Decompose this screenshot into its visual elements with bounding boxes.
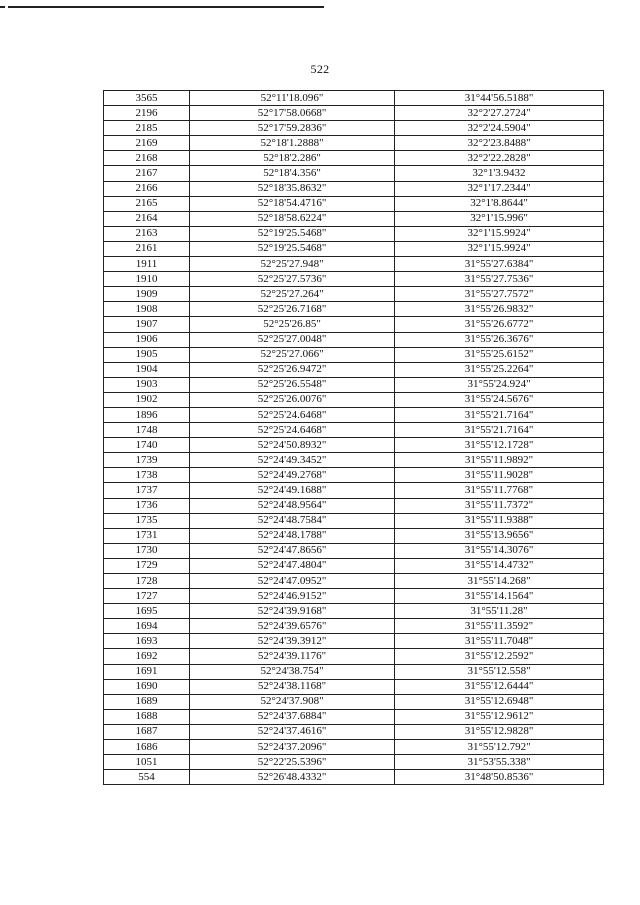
longitude-cell: 31°55'24.5676" [395,392,604,407]
header-rule-mark [0,6,5,8]
table-row [104,709,604,724]
table-row [104,438,604,453]
table-row [104,468,604,483]
point-number-cell: 1904 [104,362,190,377]
latitude-cell: 52°25'26.85" [190,317,395,332]
point-number-cell: 1695 [104,604,190,619]
latitude-cell: 52°25'27.066" [190,347,395,362]
latitude-cell: 52°24'37.6884" [190,709,395,724]
latitude-cell: 52°17'58.0668" [190,106,395,121]
latitude-cell: 52°25'26.0076" [190,392,395,407]
longitude-cell: 31°55'21.7164" [395,423,604,438]
longitude-cell: 32°2'23.8488" [395,136,604,151]
table-row [104,392,604,407]
longitude-cell: 31°55'12.6948" [395,694,604,709]
longitude-cell: 31°55'12.6444" [395,679,604,694]
longitude-cell: 31°55'12.2592" [395,649,604,664]
point-number-cell: 1727 [104,589,190,604]
longitude-cell: 31°55'26.6772" [395,317,604,332]
table-row [104,257,604,272]
longitude-cell: 32°2'24.5904" [395,121,604,136]
longitude-cell: 32°1'15.9924" [395,226,604,241]
point-number-cell: 1694 [104,619,190,634]
latitude-cell: 52°18'1.2888" [190,136,395,151]
longitude-cell: 31°55'13.9656" [395,528,604,543]
longitude-cell: 31°55'25.2264" [395,362,604,377]
point-number-cell: 1748 [104,423,190,438]
longitude-cell: 32°1'15.996" [395,211,604,226]
latitude-cell: 52°24'49.1688" [190,483,395,498]
table-row [104,453,604,468]
table-row [104,196,604,211]
latitude-cell: 52°24'39.1176" [190,649,395,664]
point-number-cell: 1736 [104,498,190,513]
table-row [104,377,604,392]
point-number-cell: 2185 [104,121,190,136]
point-number-cell: 2165 [104,196,190,211]
page-number: 522 [310,62,330,76]
point-number-cell: 1691 [104,664,190,679]
point-number-cell: 1689 [104,694,190,709]
point-number-cell: 2196 [104,106,190,121]
latitude-cell: 52°25'27.0048" [190,332,395,347]
point-number-cell: 554 [104,770,190,785]
longitude-cell: 31°55'11.9388" [395,513,604,528]
table-row [104,574,604,589]
table-row [104,543,604,558]
table-row [104,528,604,543]
point-number-cell: 1688 [104,709,190,724]
table-row [104,106,604,121]
table-row [104,740,604,755]
latitude-cell: 52°19'25.5468" [190,241,395,256]
table-row [104,362,604,377]
point-number-cell: 1730 [104,543,190,558]
point-number-cell: 1896 [104,407,190,422]
point-number-cell: 1693 [104,634,190,649]
table-row [104,166,604,181]
longitude-cell: 31°53'55.338" [395,755,604,770]
point-number-cell: 2169 [104,136,190,151]
latitude-cell: 52°18'4.356" [190,166,395,181]
longitude-cell: 32°1'3.9432 [395,166,604,181]
longitude-cell: 32°2'22.2828" [395,151,604,166]
longitude-cell: 31°55'25.6152" [395,347,604,362]
table-row [104,694,604,709]
point-number-cell: 1906 [104,332,190,347]
latitude-cell: 52°25'24.6468" [190,407,395,422]
table-row [104,604,604,619]
table-row [104,558,604,573]
latitude-cell: 52°24'48.7584" [190,513,395,528]
longitude-cell: 31°55'12.1728" [395,438,604,453]
longitude-cell: 32°1'17.2344" [395,181,604,196]
longitude-cell: 31°55'12.792" [395,740,604,755]
latitude-cell: 52°25'27.264" [190,287,395,302]
point-number-cell: 1687 [104,724,190,739]
latitude-cell: 52°24'47.0952" [190,574,395,589]
table-row [104,91,604,106]
longitude-cell: 31°55'11.7372" [395,498,604,513]
point-number-cell: 2161 [104,241,190,256]
longitude-cell: 31°55'12.9612" [395,709,604,724]
table-row [104,287,604,302]
point-number-cell: 2166 [104,181,190,196]
point-number-cell: 3565 [104,91,190,106]
table-row [104,513,604,528]
point-number-cell: 1690 [104,679,190,694]
latitude-cell: 52°19'25.5468" [190,226,395,241]
latitude-cell: 52°24'37.908" [190,694,395,709]
point-number-cell: 1692 [104,649,190,664]
longitude-cell: 31°55'14.1564" [395,589,604,604]
point-number-cell: 1902 [104,392,190,407]
longitude-cell: 31°55'27.7536" [395,272,604,287]
coordinates-table-body [104,91,604,785]
coordinates-table [103,90,604,785]
table-row [104,317,604,332]
latitude-cell: 52°25'24.6468" [190,423,395,438]
latitude-cell: 52°24'47.8656" [190,543,395,558]
point-number-cell: 1740 [104,438,190,453]
longitude-cell: 31°55'14.4732" [395,558,604,573]
latitude-cell: 52°24'37.4616" [190,724,395,739]
point-number-cell: 2164 [104,211,190,226]
latitude-cell: 52°24'38.1168" [190,679,395,694]
table-row [104,211,604,226]
point-number-cell: 1729 [104,558,190,573]
longitude-cell: 32°2'27.2724" [395,106,604,121]
latitude-cell: 52°26'48.4332" [190,770,395,785]
longitude-cell: 31°48'50.8536" [395,770,604,785]
latitude-cell: 52°24'47.4804" [190,558,395,573]
latitude-cell: 52°18'2.286" [190,151,395,166]
point-number-cell: 1738 [104,468,190,483]
latitude-cell: 52°25'26.9472" [190,362,395,377]
table-row [104,483,604,498]
point-number-cell: 1051 [104,755,190,770]
latitude-cell: 52°25'27.5736" [190,272,395,287]
latitude-cell: 52°24'46.9152" [190,589,395,604]
point-number-cell: 1731 [104,528,190,543]
table-row [104,664,604,679]
table-row [104,302,604,317]
point-number-cell: 1737 [104,483,190,498]
latitude-cell: 52°24'39.6576" [190,619,395,634]
longitude-cell: 31°44'56.5188" [395,91,604,106]
longitude-cell: 31°55'11.3592" [395,619,604,634]
longitude-cell: 31°55'14.268" [395,574,604,589]
longitude-cell: 31°55'24.924" [395,377,604,392]
point-number-cell: 1728 [104,574,190,589]
latitude-cell: 52°11'18.096" [190,91,395,106]
table-row [104,272,604,287]
latitude-cell: 52°18'35.8632" [190,181,395,196]
point-number-cell: 1908 [104,302,190,317]
latitude-cell: 52°24'48.9564" [190,498,395,513]
longitude-cell: 32°1'15.9924" [395,241,604,256]
table-row [104,498,604,513]
point-number-cell: 1686 [104,740,190,755]
longitude-cell: 31°55'11.28" [395,604,604,619]
point-number-cell: 1735 [104,513,190,528]
latitude-cell: 52°18'54.4716" [190,196,395,211]
latitude-cell: 52°22'25.5396" [190,755,395,770]
longitude-cell: 31°55'26.9832" [395,302,604,317]
table-row [104,347,604,362]
point-number-cell: 1907 [104,317,190,332]
latitude-cell: 52°24'39.9168" [190,604,395,619]
latitude-cell: 52°24'38.754" [190,664,395,679]
longitude-cell: 31°55'11.9028" [395,468,604,483]
latitude-cell: 52°24'37.2096" [190,740,395,755]
table-row [104,634,604,649]
header-rule [8,6,324,8]
point-number-cell: 2163 [104,226,190,241]
table-row [104,407,604,422]
latitude-cell: 52°25'27.948" [190,257,395,272]
latitude-cell: 52°24'49.2768" [190,468,395,483]
longitude-cell: 31°55'14.3076" [395,543,604,558]
table-row [104,755,604,770]
latitude-cell: 52°17'59.2836" [190,121,395,136]
longitude-cell: 31°55'12.558" [395,664,604,679]
table-row [104,151,604,166]
latitude-cell: 52°18'58.6224" [190,211,395,226]
table-row [104,679,604,694]
table-row [104,136,604,151]
longitude-cell: 31°55'11.9892" [395,453,604,468]
point-number-cell: 1739 [104,453,190,468]
latitude-cell: 52°25'26.5548" [190,377,395,392]
longitude-cell: 31°55'12.9828" [395,724,604,739]
table-row [104,181,604,196]
latitude-cell: 52°24'50.8932" [190,438,395,453]
table-row [104,241,604,256]
table-row [104,724,604,739]
longitude-cell: 31°55'27.7572" [395,287,604,302]
latitude-cell: 52°24'49.3452" [190,453,395,468]
longitude-cell: 31°55'21.7164" [395,407,604,422]
point-number-cell: 2167 [104,166,190,181]
table-row [104,226,604,241]
latitude-cell: 52°25'26.7168" [190,302,395,317]
latitude-cell: 52°24'39.3912" [190,634,395,649]
point-number-cell: 2168 [104,151,190,166]
table-row [104,589,604,604]
point-number-cell: 1910 [104,272,190,287]
longitude-cell: 31°55'27.6384" [395,257,604,272]
point-number-cell: 1911 [104,257,190,272]
point-number-cell: 1909 [104,287,190,302]
table-row [104,423,604,438]
longitude-cell: 31°55'26.3676" [395,332,604,347]
longitude-cell: 32°1'8.8644" [395,196,604,211]
longitude-cell: 31°55'11.7768" [395,483,604,498]
table-row [104,121,604,136]
point-number-cell: 1903 [104,377,190,392]
longitude-cell: 31°55'11.7048" [395,634,604,649]
point-number-cell: 1905 [104,347,190,362]
table-row [104,649,604,664]
table-row [104,332,604,347]
latitude-cell: 52°24'48.1788" [190,528,395,543]
table-row [104,770,604,785]
table-row [104,619,604,634]
